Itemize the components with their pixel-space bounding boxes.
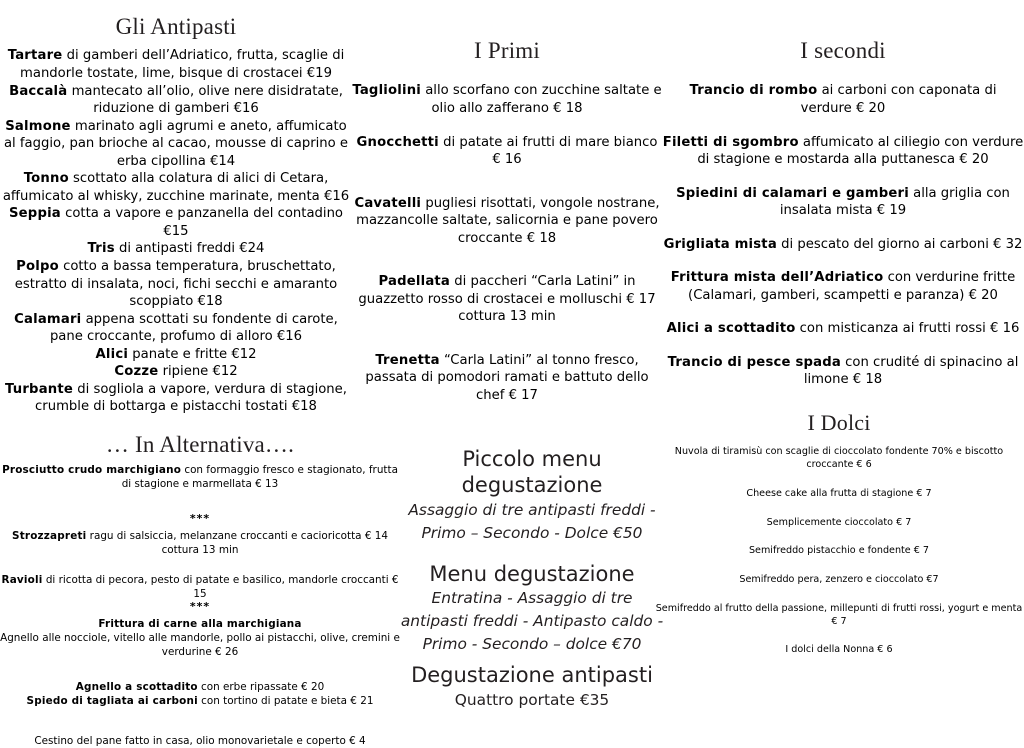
menu-item-name: Trenetta (375, 352, 440, 368)
menu-item (0, 632, 400, 660)
menu-item-desc: Semplicemente cioccolato € 7 (766, 516, 912, 528)
menu-item-desc: ragu di salsiccia, melanzane croccanti e cacioricotta € 14 cottura 13 min (86, 530, 388, 556)
degustazione-block (396, 662, 668, 711)
menu-item-desc: alla griglia con insalata mista € 19 (779, 185, 1010, 219)
menu-item (654, 574, 1024, 587)
section-dolci (654, 410, 1024, 657)
menu-item (0, 363, 352, 381)
menu-item (654, 488, 1024, 501)
menu-item-desc: marinato agli agrumi e aneto, affumicato al faggio, pan brioche al cacao, mousse di caprino e erba cipollina €14 (3, 118, 349, 169)
menu-item-desc: ai carboni con caponata di verdure € 20 (800, 83, 997, 116)
menu-item-name: Cavatelli (354, 195, 422, 211)
menu-item (0, 618, 400, 632)
menu-item-name: Spiedo di tagliata ai carboni (26, 694, 198, 707)
menu-item-desc: con misticanza ai frutti rossi € 16 (795, 321, 1020, 337)
separator-stars: *** (189, 600, 211, 614)
menu-item-desc: Semifreddo al frutto della passione, millepunti di frutti rossi, yogurt e menta € 7 (655, 602, 1023, 627)
menu-item-desc: con tortino di patate e bieta € 21 (197, 694, 374, 707)
menu-item (0, 346, 352, 364)
menu-item-name: Grigliata mista (663, 236, 777, 252)
menu-item-name: Salmone (5, 118, 71, 134)
degustazione-block (396, 561, 668, 657)
menu-item (0, 311, 352, 346)
menu-item-name: Ravioli (1, 573, 43, 586)
section-antipasti (0, 14, 352, 416)
menu-item-desc: affumicato al ciliegio con verdure di stagione e mostarda alla puttanesca € 20 (697, 134, 1024, 168)
menu-item-name: Frittura mista dell’Adriatico (670, 270, 884, 286)
menu-item-name: Strozzapreti (12, 530, 87, 543)
menu-item (662, 269, 1024, 304)
menu-item-desc: Nuvola di tiramisù con scaglie di cioccolato fondente 70% e biscotto croccante € 6 (674, 446, 1004, 471)
degustazione-title: Degustazione antipasti (411, 663, 653, 688)
menu-item-name: Frittura di carne alla marchigiana (98, 618, 302, 631)
section-secondi (662, 38, 1024, 389)
menu-item-desc: di paccheri “Carla Latini” in guazzetto rosso di crostacei e molluschi € 17 cottura 13 min (358, 274, 656, 325)
menu-item-name: Padellata (378, 274, 451, 290)
menu-item (0, 240, 352, 258)
menu-item (0, 681, 400, 695)
menu-item (0, 83, 352, 118)
menu-item-name: Tonno (23, 171, 69, 187)
menu-item (654, 644, 1024, 657)
menu-item-name: Trancio di pesce spada (667, 354, 841, 370)
menu-item-desc: di ricotta di pecora, pesto di patate e basilico, mandorle croccanti € 15 (42, 573, 399, 600)
menu-item-name: Prosciutto crudo marchigiano (2, 464, 182, 477)
menu-item (0, 381, 352, 416)
menu-item (0, 735, 400, 748)
menu-item (0, 47, 352, 82)
menu-item (654, 603, 1024, 629)
menu-item-desc: con verdurine fritte (Calamari, gamberi, scampetti e paranza) € 20 (688, 270, 1016, 303)
menu-item-name: Alici (95, 346, 129, 362)
menu-item (662, 236, 1024, 254)
menu-item (352, 352, 662, 405)
menu-item (0, 695, 400, 709)
menu-item (662, 82, 1024, 117)
menu-item-desc: con crudité di spinacino al limone € 18 (803, 354, 1019, 388)
menu-item-desc: pugliesi risottati, vongole nostrane, mazzancolle saltate, salicornia e pane povero croccante € 18 (356, 195, 660, 246)
menu-item-desc: di gamberi dell’Adriatico, frutta, scaglie di mandorle tostate, lime, bisque di crostacei €19 (20, 48, 345, 81)
menu-item-name: Tartare (7, 48, 63, 64)
menu-item (654, 446, 1024, 472)
menu-item (0, 170, 352, 205)
menu-item-desc: allo scorfano con zucchine saltate e olio allo zafferano € 18 (421, 83, 662, 116)
degustazione-title: Menu degustazione (429, 561, 635, 586)
menu-item-desc: con formaggio fresco e stagionato, frutta di stagione e marmellata € 13 (121, 464, 398, 491)
degustazione-block (396, 446, 668, 545)
menu-item-desc: Semifreddo pistacchio e fondente € 7 (748, 545, 930, 557)
menu-item-desc: mantecato all’olio, olive nere disidratate, riduzione di gamberi €16 (67, 83, 343, 117)
menu-item (0, 205, 352, 240)
menu-item-desc: scottato alla colatura di alici di Cetara, affumicato al whisky, zucchine marinate, menta €16 (2, 171, 350, 204)
menu-item (662, 185, 1024, 220)
menu-item-desc: I dolci della Nonna € 6 (785, 644, 893, 656)
menu-item-name: Polpo (16, 259, 59, 274)
menu-item-name: Filetti di sgombro (662, 134, 799, 150)
menu-item-name: Calamari (14, 311, 82, 327)
section-degustazioni (396, 446, 668, 712)
menu-item-desc: Cheese cake alla frutta di stagione € 7 (746, 487, 932, 499)
menu-item-name: Spiedini di calamari e gamberi (676, 185, 909, 201)
degustazione-line: antipasti freddi - Antipasto caldo - (400, 612, 664, 631)
menu-item (352, 195, 662, 248)
menu-item-name: Cozze (114, 364, 159, 380)
menu-item (654, 545, 1024, 558)
degustazione-line: Quattro portate €35 (454, 690, 610, 709)
menu-item (0, 118, 352, 171)
menu-item-desc: panate e fritte €12 (128, 346, 257, 362)
separator-stars: *** (189, 512, 211, 526)
menu-item-name: Baccalà (9, 83, 68, 99)
section-title-secondi: I secondi (800, 38, 886, 63)
section-title-primi: I Primi (474, 38, 540, 63)
section-title-antipasti: Gli Antipasti (115, 14, 237, 39)
menu-item-desc: cotto a bassa temperatura, bruschettato, estratto di insalata, noci, fichi secchi e amaranto scoppiato €18 (14, 259, 338, 310)
menu-item-name: Tris (87, 241, 115, 257)
menu-item-desc: Agnello alle nocciole, vitello alle mandorle, pollo ai pistacchi, olive, cremini e verdurine € 26 (0, 632, 400, 659)
menu-item-name: Trancio di rombo (689, 83, 818, 99)
menu-item-desc: cotta a vapore e panzanella del contadino €15 (60, 206, 344, 239)
menu-item-desc: Semifreddo pera, zenzero e cioccolato €7 (739, 574, 939, 586)
menu-item-desc: di patate ai frutti di mare bianco € 16 (438, 134, 658, 168)
menu-item (352, 82, 662, 117)
menu-item-name: Turbante (5, 381, 74, 397)
menu-item-desc: di antipasti freddi €24 (114, 241, 265, 257)
menu-item-desc: ripiene €12 (158, 364, 238, 380)
section-title-alternativa: … In Alternativa…. (105, 432, 295, 457)
section-title-dolci: I Dolci (807, 410, 871, 435)
menu-item (662, 320, 1024, 338)
degustazione-line: Primo - Secondo – dolce €70 (422, 635, 642, 654)
menu-item (0, 530, 400, 558)
menu-item-name: Seppia (8, 206, 61, 222)
menu-item (0, 258, 352, 311)
menu-item-name: Alici a scottadito (666, 321, 796, 337)
menu-item (352, 134, 662, 169)
menu-item (662, 134, 1024, 169)
section-primi (352, 38, 662, 405)
menu-item (0, 574, 400, 602)
degustazione-title: Piccolo menu degustazione (461, 447, 603, 498)
menu-item-name: Gnocchetti (356, 134, 439, 150)
menu-item-desc: “Carla Latini” al tonno fresco, passata di pomodori ramati e battuto dello chef € 17 (365, 352, 649, 403)
menu-item-name: Agnello a scottadito (75, 680, 198, 693)
menu-item (654, 517, 1024, 530)
menu-item-desc: Cestino del pane fatto in casa, olio monovarietale e coperto € 4 (34, 734, 366, 747)
menu-item (662, 354, 1024, 389)
menu-item (352, 273, 662, 326)
menu-item (0, 464, 400, 492)
menu-item-name: Tagliolini (352, 83, 422, 99)
menu-item-desc: di sogliola a vapore, verdura di stagione, crumble di bottarga e pistacchi tostati €18 (35, 381, 347, 415)
degustazione-line: Assaggio di tre antipasti freddi - (408, 500, 656, 519)
menu-item-desc: con erbe ripassate € 20 (197, 680, 325, 693)
menu-item-desc: appena scottati su fondente di carote, pane croccante, profumo di alloro €16 (49, 311, 338, 345)
degustazione-line: Primo – Secondo - Dolce €50 (421, 523, 643, 542)
menu-item-desc: di pescato del giorno ai carboni € 32 (776, 236, 1023, 252)
section-alternativa (0, 432, 400, 748)
degustazione-line: Entratina - Assaggio di tre (431, 588, 633, 607)
